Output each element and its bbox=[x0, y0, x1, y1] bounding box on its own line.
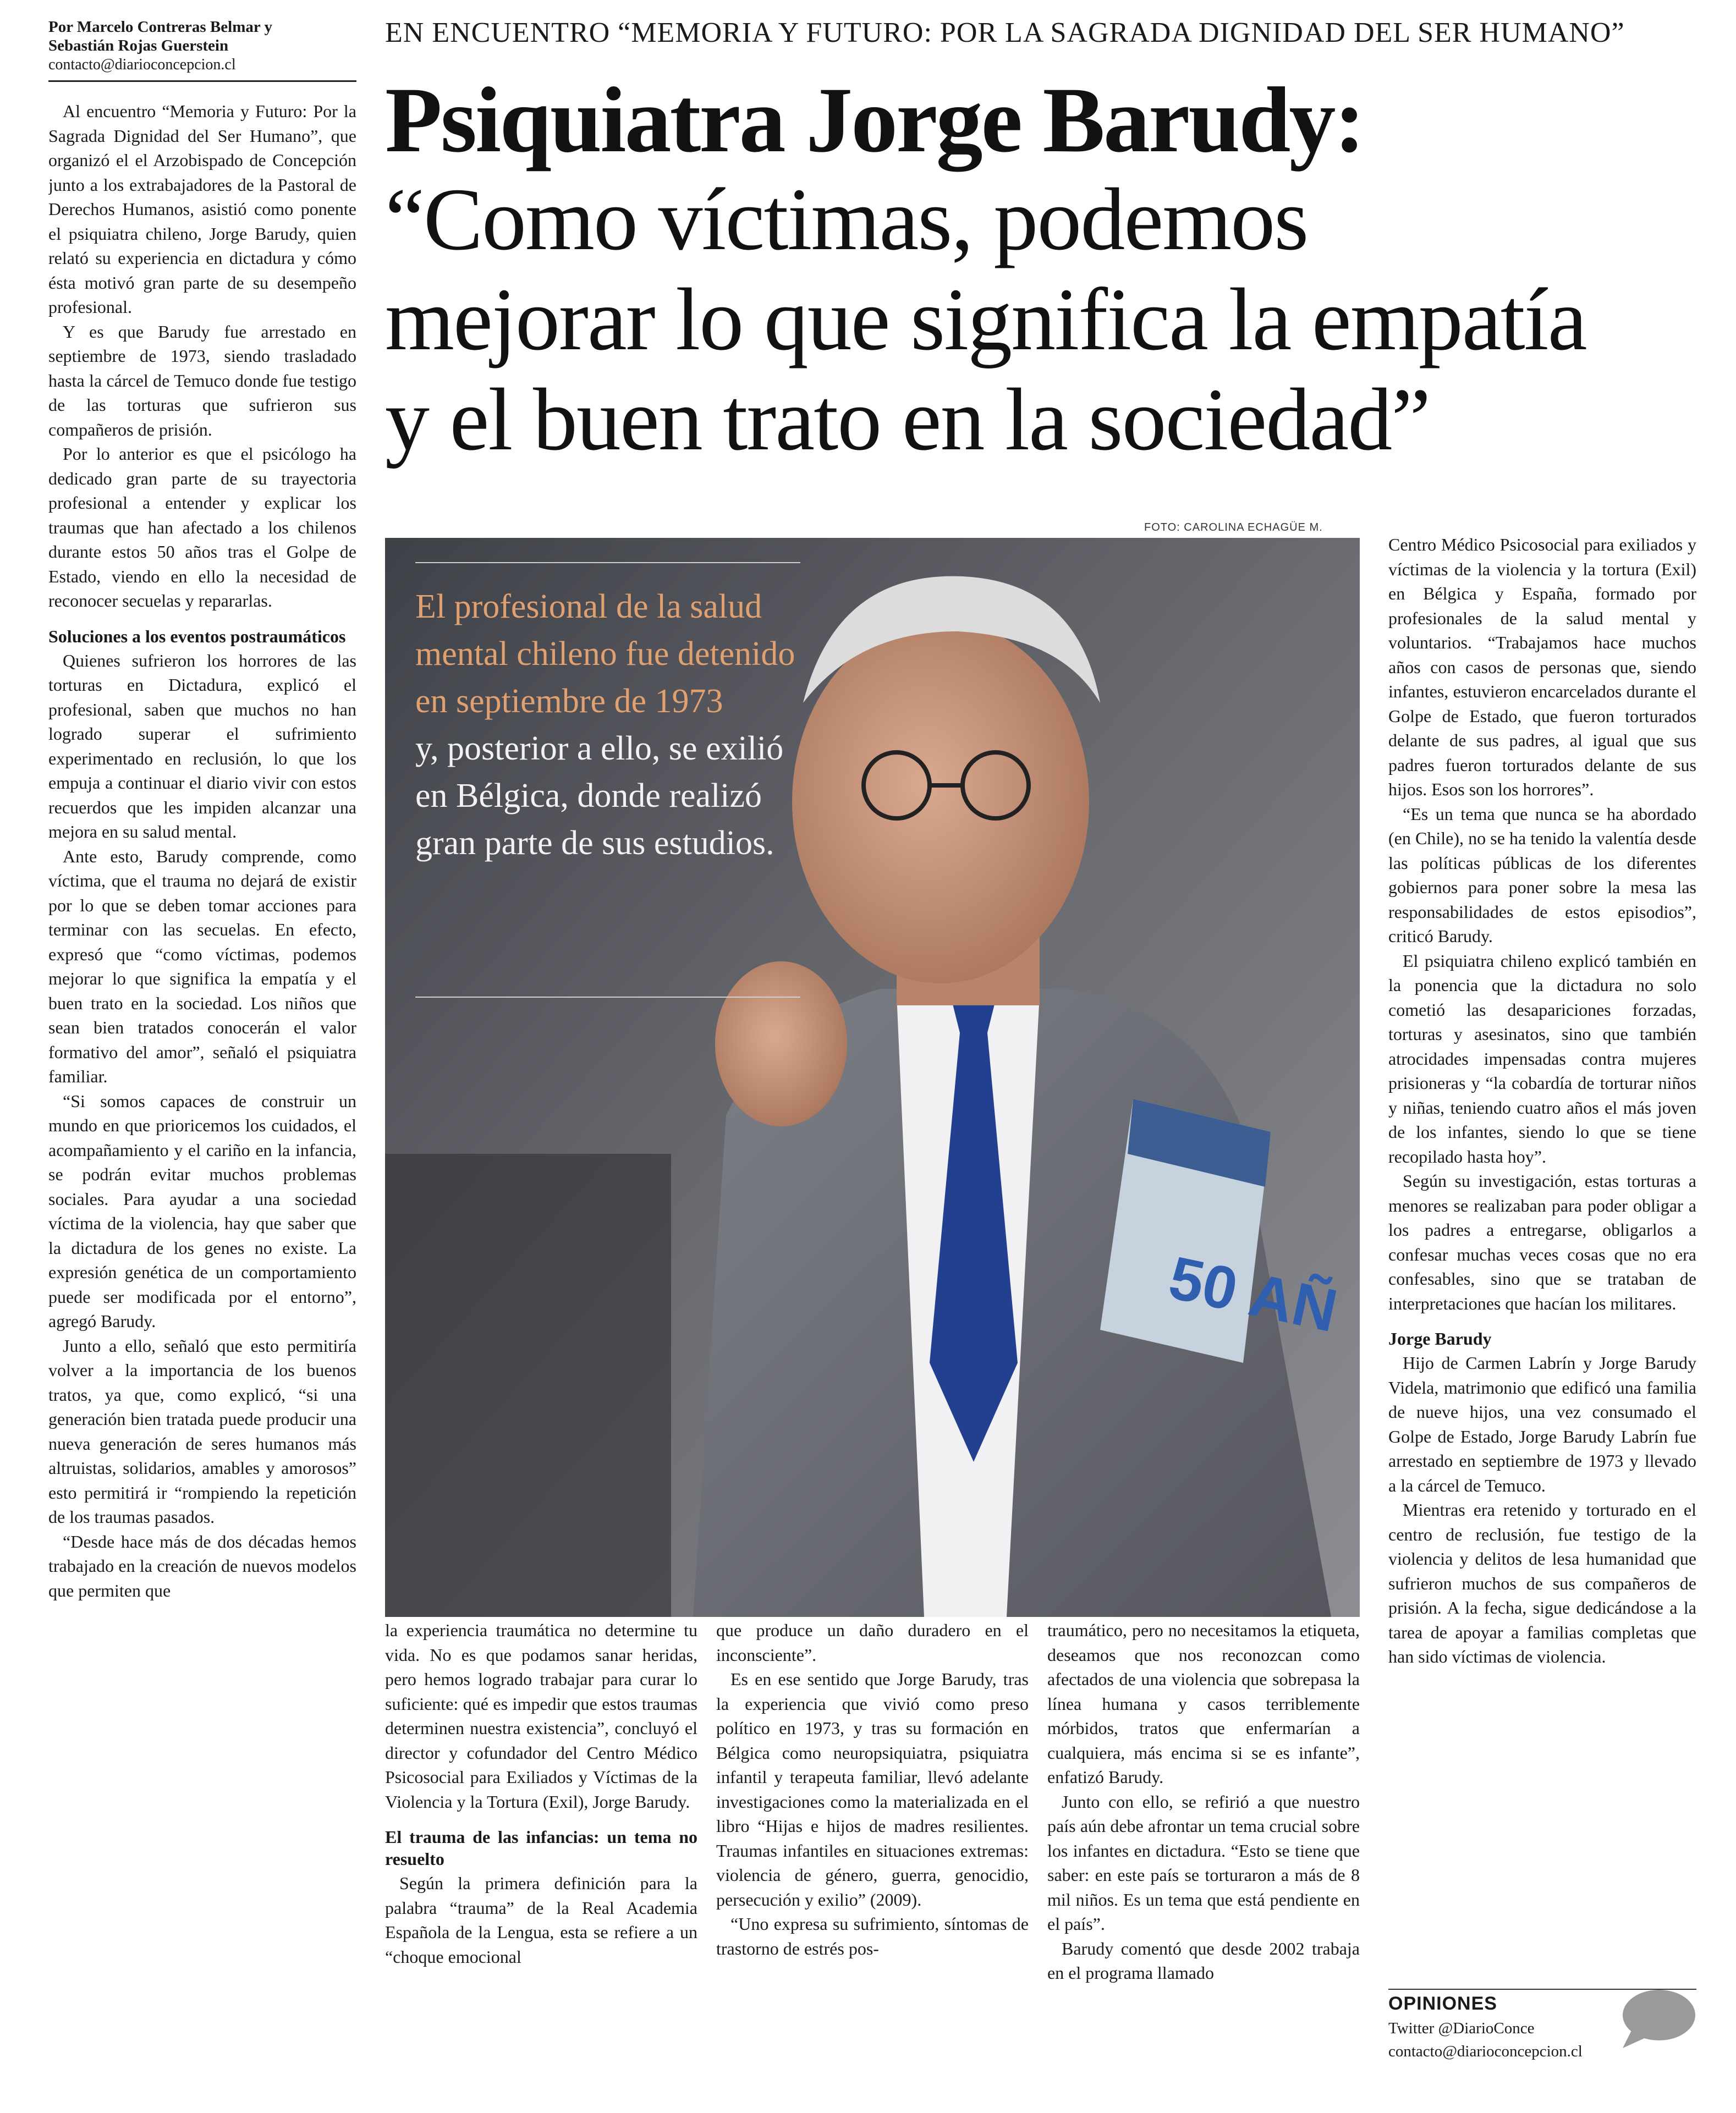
photo-credit: FOTO: CAROLINA ECHAGÜE M. bbox=[1144, 521, 1323, 533]
article-column-5 bbox=[1388, 532, 1696, 1973]
paragraph: la experiencia traumática no determine tu vida. No es que podamos sanar heridas, pero hemos logrado trabajar para curar lo suficiente: qué es impedir que estos traumas determinen nuestra existencia”, concluyó el director y cofundador del Centro Médico Psicosocial para Exiliados y Víctimas de la Violencia y la Tortura (Exil), Jorge Barudy. bbox=[385, 1620, 697, 1812]
book-cover-text: 50 AÑ bbox=[1163, 1243, 1343, 1345]
article-column-1 bbox=[48, 99, 356, 2101]
speech-bubble-icon bbox=[1615, 1987, 1697, 2053]
footer-email: contacto@diarioconcepcion.cl bbox=[1388, 2043, 1583, 2060]
headline bbox=[385, 68, 1716, 469]
paragraph: Quienes sufrieron los horrores de las torturas en Dictadura, explicó el profesional, saben que muchos no han logrado superar el sufrimiento experimentado en reclusión, lo que los empuja a continuar el diario vivir con estos recuerdos que les impiden alcanzar una mejora en su salud mental. bbox=[48, 650, 356, 841]
pullquote-top-rule bbox=[415, 562, 800, 563]
pullquote bbox=[415, 583, 811, 867]
paragraph: Es en ese sentido que Jorge Barudy, tras la experiencia que vivió como preso político en 1973, y tras su formación en Bélgica como neuropsiquiatra, psiquiatra infantil y terapeuta familiar, llevó adelante investigaciones como la materializada en el libro “Hijas e hijos de madres resilientes. Traumas infantiles en situaciones extremas: violencia de género, guerra, genocidio, persecución y exilio” (2009). bbox=[716, 1669, 1029, 1910]
paragraph: Junto con ello, se refirió a que nuestro país aún debe afrontar un tema crucial sobre los infantes en dictadura. “Esto se tiene que saber: en este país se torturaron a más de 8 mil niños. Es un tema que está pendiente en el país”. bbox=[1047, 1791, 1360, 1934]
paragraph: Hijo de Carmen Labrín y Jorge Barudy Videla, matrimonio que edificó una familia de nueve hijos, una vez consumado el Golpe de Estado, Jorge Barudy Labrín fue arrestado en septiembre de 1973 y llevado a la cárcel de Temuco. bbox=[1388, 1353, 1696, 1495]
paragraph: “Desde hace más de dos décadas hemos trabajado en la creación de nuevos modelos que permiten que bbox=[48, 1531, 356, 1600]
subheading: El trauma de las infancias: un tema no resuelto bbox=[385, 1827, 697, 1869]
pullquote-accent: El profesional de la salud mental chileno fue detenido en septiembre de 1973 bbox=[415, 588, 795, 720]
headline-line-4: y el buen trato en la sociedad” bbox=[385, 371, 1430, 469]
headline-line-1: Psiquiatra Jorge Barudy: bbox=[385, 68, 1364, 172]
kicker: EN ENCUENTRO “MEMORIA Y FUTURO: POR LA SAGRADA DIGNIDAD DEL SER HUMANO” bbox=[385, 17, 1625, 48]
byline-authors: Por Marcelo Contreras Belmar y Sebastián Rojas Guerstein bbox=[48, 18, 272, 54]
paragraph: Al encuentro “Memoria y Futuro: Por la Sagrada Dignidad del Ser Humano”, que organizó el el Arzobispado de Concepción junto a los extrabajadores de la Pastoral de Derechos Humanos, asistió como ponente el psiquiatra chileno, Jorge Barudy, quien relató su experiencia en dictadura y cómo ésta motivó gran parte de su desempeño profesional. bbox=[48, 101, 356, 317]
paragraph: Según su investigación, estas torturas a menores se realizaban para poder obligar a los padres a entregarse, obligarlos a confesar muchas veces cosas que no era confesables, sino que se trataban de interpretaciones que hacían los militares. bbox=[1388, 1171, 1696, 1313]
paragraph: “Uno expresa su sufrimiento, síntomas de trastorno de estrés pos- bbox=[716, 1914, 1029, 1958]
paragraph: El psiquiatra chileno explicó también en la ponencia que la dictadura no solo cometió las desapariciones forzadas, torturas y asesinatos, sino que también atrocidades impensadas contra mujeres prisioneras y “la cobardía de torturar niños y niñas, teniendo cuatro años el más joven de los infantes, siendo lo que se tiene recopilado hasta hoy”. bbox=[1388, 950, 1696, 1166]
article-column-3 bbox=[716, 1618, 1029, 2102]
headline-line-3: mejorar lo que significa la empatía bbox=[385, 271, 1586, 369]
subheading: Jorge Barudy bbox=[1388, 1329, 1492, 1349]
paragraph: que produce un daño duradero en el inconsciente”. bbox=[716, 1620, 1029, 1665]
section-label: OPINIONES bbox=[1388, 1993, 1497, 2014]
paragraph: Según la primera definición para la palabra “trauma” de la Real Academia Española de la Lengua, esta se refiere a un “choque emocional bbox=[385, 1873, 697, 1967]
paragraph: Por lo anterior es que el psicólogo ha dedicado gran parte de su trayectoria profesional a entender y explicar los traumas que han afectado a los chilenos durante estos 50 años tras el Golpe de Estado, viendo en ello la necesidad de reconocer secuelas y repararlas. bbox=[48, 444, 356, 610]
subheading: Soluciones a los eventos postraumáticos bbox=[48, 626, 346, 646]
paragraph: “Si somos capaces de construir un mundo en que prioricemos los cuidados, el acompañamiento y el cariño en la infancia, se podrán evitar muchos problemas sociales. Para ayudar a una sociedad víctima de la violencia, hay que saber que la dictadura de los genes no existe. La expresión genética de un comportamiento puede ser modificada por el entorno”, agregó Barudy. bbox=[48, 1091, 356, 1331]
paragraph: traumático, pero no necesitamos la etiqueta, deseamos que nos reconozcan como afectados de una violencia que sobrepasa la línea humana y casos terriblemente mórbidos, tratos que enfermarían a cualquiera, más encima si se es infante”, enfatizó Barudy. bbox=[1047, 1620, 1360, 1787]
paragraph: Ante esto, Barudy comprende, como víctima, que el trauma no dejará de existir por lo que se deben tomar acciones para terminar con las secuelas. En efecto, expresó que “como víctimas, podemos mejorar lo que significa la empatía y el buen trato en la sociedad. Los niños que sean bien tratados conocerán el valor formativo del amor”, señaló el psiquiatra familiar. bbox=[48, 846, 356, 1086]
pullquote-bottom-rule bbox=[415, 997, 800, 998]
paragraph: Junto a ello, señaló que esto permitiría volver a la importancia de los buenos tratos, ya que, como explicó, “si una generación bien tratada puede producir una nueva generación de seres humanos más altruistas, solidarios, amables y amorosos” esto permitirá ir “rompiendo la repetición de los traumas pasados. bbox=[48, 1335, 356, 1527]
pullquote-rest: y, posterior a ello, se exilió en Bélgica, donde realizó gran parte de sus estudios. bbox=[415, 730, 784, 862]
footer-twitter: Twitter @DiarioConce bbox=[1388, 2020, 1535, 2037]
paragraph: Mientras era retenido y torturado en el centro de reclusión, fue testigo de la violencia y delitos de lesa humanidad que sufrieron muchos de sus compañeros de prisión. A la fecha, sigue dedicándose a la tarea de apoyar a familias completas que han sido víctimas de violencia. bbox=[1388, 1500, 1696, 1666]
paragraph: “Es un tema que nunca se ha abordado (en Chile), no se ha tenido la valentía desde las políticas públicas de los diferentes gobiernos para poner sobre la mesa las responsabilidades de estos episodios”, criticó Barudy. bbox=[1388, 804, 1696, 946]
article-column-4 bbox=[1047, 1618, 1360, 2102]
paragraph: Centro Médico Psicosocial para exiliados y víctimas de la violencia y la tortura (Exil) en Bélgica y España, formado por profesionales de la salud mental y voluntarios. “Trabajamos hace muchos años con casos de personas que, siendo infantes, estuvieron encarcelados durante el Golpe de Estado, que fueron torturados delante de sus padres, al igual que sus padres fueron torturados delante de sus hijos. Esos son los horrores”. bbox=[1388, 535, 1696, 799]
byline-divider bbox=[48, 80, 356, 82]
byline-email: contacto@diarioconcepcion.cl bbox=[48, 56, 236, 73]
article-column-2 bbox=[385, 1618, 697, 2102]
paragraph: Barudy comentó que desde 2002 trabaja en el programa llamado bbox=[1047, 1938, 1360, 1983]
headline-line-2: “Como víctimas, podemos bbox=[385, 170, 1308, 269]
paragraph: Y es que Barudy fue arrestado en septiembre de 1973, siendo trasladado hasta la cárcel de Temuco donde fue testigo de las torturas que sufrieron sus compañeros de prisión. bbox=[48, 321, 356, 439]
